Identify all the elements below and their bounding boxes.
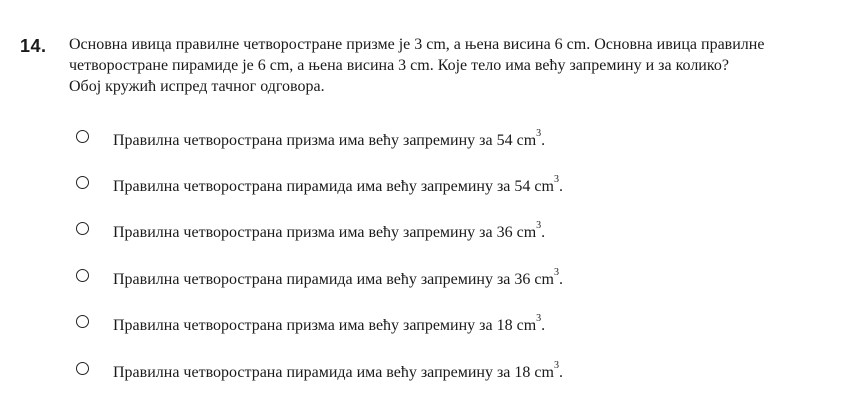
radio-circle-icon[interactable] xyxy=(76,269,89,282)
option-4[interactable] xyxy=(76,263,563,287)
option-label: Правилна четворострана пирамида има већу запремину за 18 $cm^3$. xyxy=(113,359,563,381)
question-line: Основна ивица правилне четворостране призме је 3 cm, а њена висина 6 cm. Основна ивица правилне xyxy=(69,36,765,53)
option-label: Правилна четворострана призма има већу запремину за 36 $cm^3$. xyxy=(113,219,546,241)
option-label: Правилна четворострана пирамида има већу запремину за 36 $cm^3$. xyxy=(113,266,563,288)
option-label: Правилна четворострана пирамида има већу запремину за 54 $cm^3$. xyxy=(113,173,563,195)
option-1[interactable] xyxy=(76,124,545,148)
radio-circle-icon[interactable] xyxy=(76,315,89,328)
radio-circle-icon[interactable] xyxy=(76,130,89,143)
question-number: 14. xyxy=(20,36,47,56)
option-6[interactable] xyxy=(76,356,563,380)
question-text xyxy=(69,34,839,97)
option-5[interactable] xyxy=(76,309,545,333)
option-3[interactable] xyxy=(76,216,545,240)
radio-circle-icon[interactable] xyxy=(76,176,89,189)
radio-circle-icon[interactable] xyxy=(76,362,89,375)
option-label: Правилна четворострана призма има већу запремину за 54 $cm^3$. xyxy=(113,127,546,149)
option-label: Правилна четворострана призма има већу запремину за 18 $cm^3$. xyxy=(113,312,546,334)
radio-circle-icon[interactable] xyxy=(76,222,89,235)
question-line: Обој кружић испред тачног одговора. xyxy=(69,78,325,95)
option-2[interactable] xyxy=(76,170,563,194)
question-line: четворостране пирамиде је 6 cm, а њена висина 3 cm. Које тело има већу запремину и за колико? xyxy=(69,57,729,74)
